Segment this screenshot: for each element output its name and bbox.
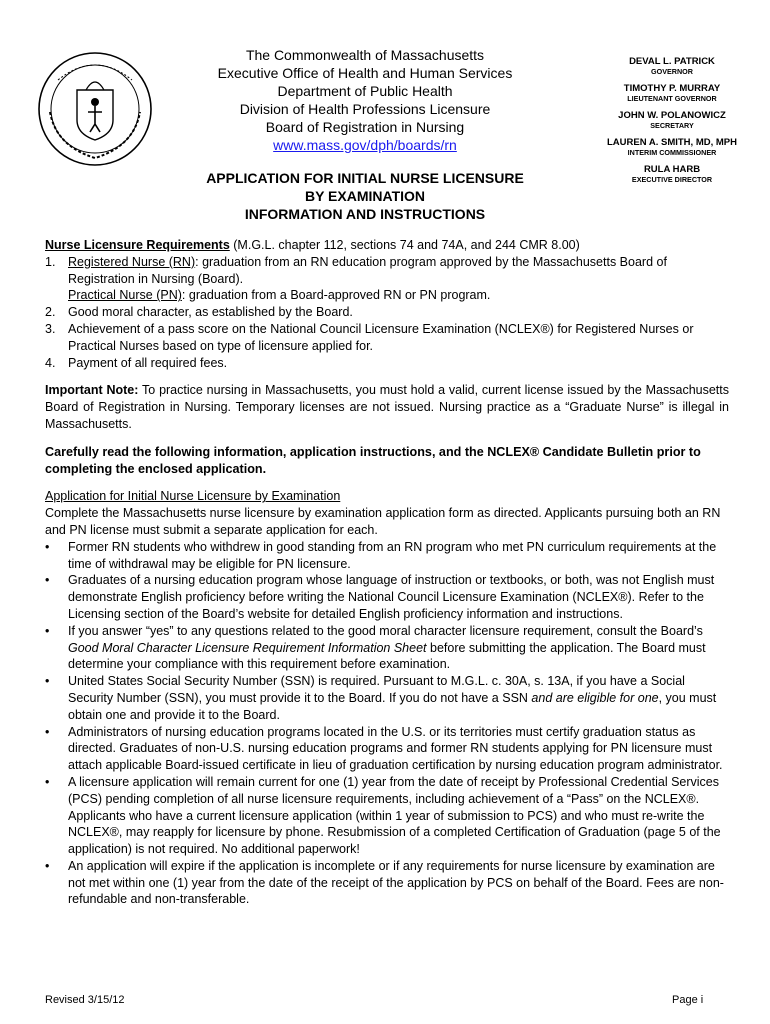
list-item: • Administrators of nursing education programs located in the U.S. or its territories must certify graduation status as directed. Graduates of non-U.S. nursing education programs and former RN students applying for PN licensure must attach applicable Board-issued certificate in lieu of graduation certification by nursing education program administrator. [45, 724, 723, 773]
application-section [45, 488, 729, 908]
application-bullets [45, 539, 729, 909]
agency-line: Department of Public Health [277, 83, 453, 99]
agency-line: The Commonwealth of Massachusetts [245, 47, 485, 63]
official-name: LAUREN A. SMITH, MD, MPH [606, 137, 737, 148]
official-title: INTERIM COMMISSIONER [627, 148, 717, 157]
document-body [45, 237, 729, 908]
official-title: LIEUTENANT GOVERNOR [627, 94, 717, 103]
requirements-heading: Nurse Licensure Requirements [45, 238, 230, 252]
agency-line: Division of Health Professions Licensure [239, 101, 491, 117]
requirements-heading-line [45, 237, 729, 254]
page-number: Page i [672, 994, 704, 1006]
list-item: • United States Social Security Number (SSN) is required. Pursuant to M.G.L. c. 30A, s. 13A, if you have a Social Security Number (SSN), you must provide it to the Board. If you do not have a SSN and are eligible for one, you must obtain one and provide it to the Board. [45, 674, 717, 722]
list-item: 4. Payment of all required fees. [45, 355, 228, 370]
official-entry [592, 110, 752, 130]
revision-date: Revised 3/15/12 [45, 994, 125, 1006]
application-heading: Application for Initial Nurse Licensure by Examination [45, 489, 341, 504]
agency-block [180, 46, 550, 154]
list-item: • An application will expire if the application is incomplete or if any requirements for nurse licensure by examination are not met within one (1) year from the date of the receipt of the application by PCS on behalf of the Board. Fees are non-refundable and non-transferable. [45, 858, 724, 907]
list-item: 2. Good moral character, as established by the Board. [45, 305, 353, 320]
title-line: INFORMATION AND INSTRUCTIONS [244, 206, 486, 222]
list-item: • A licensure application will remain current for one (1) year from the date of receipt by Professional Credential Services (PCS) pending completion of all nurse licensure requirements, including achievement of a “Pass” on the NCLEX®. Applicants who have a current licensure application (within 1 year of submission to PCS) and who must re-write the NCLEX®, may reapply for licensure by phone. Resubmission of a completed Certification of Graduation (page 5 of the application) is not required. No additional paperwork! [45, 774, 721, 857]
list-item: • If you answer “yes” to any questions related to the good moral character licensure requirement, consult the Board’s Good Moral Character Licensure Requirement Information Sheet before submitting the application. The Board must determine your compliance with this requirement before examination. [45, 623, 706, 672]
official-name: TIMOTHY P. MURRAY [623, 83, 721, 94]
official-title: GOVERNOR [651, 67, 693, 76]
application-intro: Complete the Massachusetts nurse licensure by examination application form as directed. Applicants pursuing both an RN and PN license must submit a separate application for each. [45, 506, 721, 537]
official-title: SECRETARY [650, 121, 694, 130]
list-item: • Graduates of a nursing education program whose language of instruction or textbooks, or both, was not English must demonstrate English proficiency before writing the National Council Licensure Examination (NCLEX®). Refer to the Licensing section of the Board’s website for detailed English proficiency information and instructions. [45, 573, 715, 621]
official-name: RULA HARB [643, 164, 701, 175]
page-title [180, 169, 550, 223]
official-entry [592, 56, 752, 76]
title-line: APPLICATION FOR INITIAL NURSE LICENSURE [206, 170, 524, 186]
important-note: Important Note: To practice nursing in Massachusetts, you must hold a valid, current license issued by the Massachusetts Board of Registration in Nursing. Temporary licenses are not issued. Nursing practice as a “Graduate Nurse” is illegal in Massachusetts. [45, 383, 729, 431]
official-name: JOHN W. POLANOWICZ [618, 110, 726, 121]
title-line: BY EXAMINATION [304, 188, 426, 204]
agency-line: Executive Office of Health and Human Services [217, 65, 513, 81]
list-item: 3. Achievement of a pass score on the National Council Licensure Examination (NCLEX®) for Registered Nurses or Practical Nurses based on type of licensure applied for. [45, 321, 694, 353]
requirements-citation: (M.G.L. chapter 112, sections 74 and 74A, and 244 CMR 8.00) [229, 238, 580, 252]
board-website-link[interactable]: www.mass.gov/dph/boards/rn [273, 137, 457, 153]
list-item: 1. Registered Nurse (RN): graduation from an RN education program approved by the Massachusetts Board of Registration in Nursing (Board). Practical Nurse (PN): graduation from a Board-approved RN or PN program. [45, 254, 667, 303]
official-entry [592, 164, 752, 184]
requirements-list [45, 254, 729, 372]
official-title: EXECUTIVE DIRECTOR [631, 175, 713, 184]
massachusetts-seal-icon [36, 50, 154, 168]
careful-read-notice: Carefully read the following information, application instructions, and the NCLEX® Candidate Bulletin prior to completing the enclosed application. [45, 444, 701, 476]
official-name: DEVAL L. PATRICK [629, 56, 715, 67]
official-entry [592, 137, 752, 157]
list-item: • Former RN students who withdrew in good standing from an RN program who met PN curriculum requirements at the time of withdrawal may be eligible for PN licensure. [45, 539, 717, 571]
official-entry [592, 83, 752, 103]
agency-line: Board of Registration in Nursing [265, 119, 465, 135]
officials-list [592, 56, 752, 191]
